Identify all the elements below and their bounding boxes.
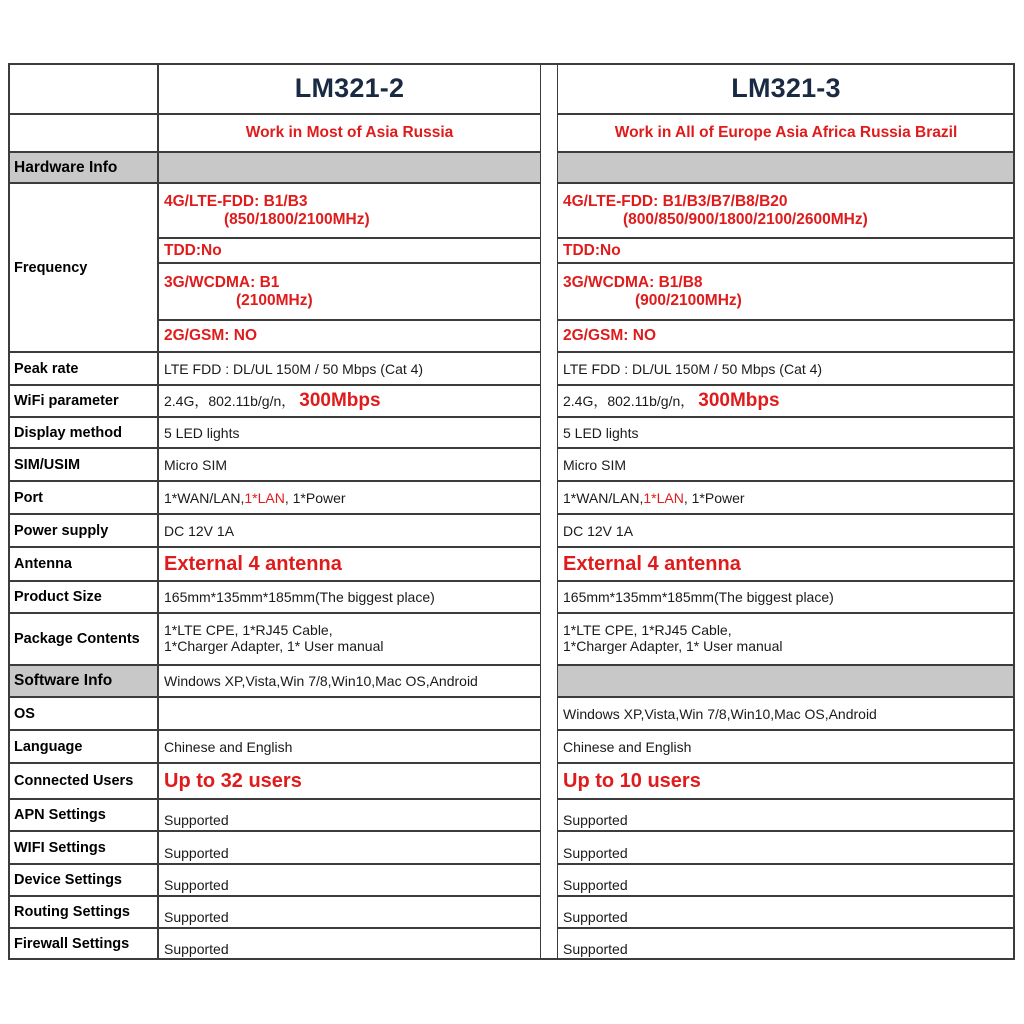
wifi-settings-value-lm321-3: Supported [563,845,628,861]
antenna-cell-lm321-2 [158,547,541,581]
frequency-wcdma-cell-lm321-2 [158,263,541,320]
package-contents-cell-lm321-2 [158,613,541,665]
label-text-language: Language [14,738,83,755]
wifi-parameter-cell-lm321-3 [557,385,1015,417]
label-text-package-contents: Package Contents [14,631,140,647]
row-label-product-size [8,581,158,613]
frequency-lte-fdd-lm321-3: 4G/LTE-FDD: B1/B3/B7/B8/B20 [563,193,788,211]
port-value-lan-lm321-2: 1*LAN [244,489,285,506]
product-size-value-lm321-2: 165mm*135mm*185mm(The biggest place) [164,589,435,605]
connected-users-cell-lm321-2 [158,763,541,799]
sim-usim-value-lm321-3: Micro SIM [563,456,626,473]
wifi-parameter-prefix-lm321-2: 2.4G，802.11b/g/n， [164,393,296,409]
antenna-value-lm321-3: External 4 antenna [563,552,741,575]
software-info-value-lm321-2: Windows XP,Vista,Win 7/8,Win10,Mac OS,Android [164,673,478,689]
subtitle-text-lm321-2: Work in Most of Asia Russia [245,124,454,141]
package-contents-cell-lm321-3 [557,613,1015,665]
wifi-parameter-speed-lm321-3: 300Mbps [698,390,780,411]
label-text-wifi-parameter: WiFi parameter [14,393,119,409]
label-text-sim-usim: SIM/USIM [14,456,81,473]
section-band-hardware-lm321-3 [557,152,1015,183]
apn-settings-cell-lm321-2 [158,799,541,831]
column-header-lm321-3 [557,63,1015,114]
package-contents-line2-lm321-3: 1*Charger Adapter, 1* User manual [563,638,783,654]
peak-rate-cell-lm321-2 [158,352,541,385]
port-cell-lm321-3 [557,481,1015,514]
frequency-tdd-cell-lm321-2 [158,238,541,263]
label-text-display-method: Display method [14,424,122,441]
connected-users-cell-lm321-3 [557,763,1015,799]
sim-usim-value-lm321-2: Micro SIM [164,456,227,473]
column-subtitle-lm321-3 [557,114,1015,152]
row-label-frequency [8,183,158,352]
row-label-wifi-parameter [8,385,158,417]
wifi-parameter-prefix-lm321-3: 2.4G，802.11b/g/n， [563,393,695,409]
power-supply-cell-lm321-2 [158,514,541,547]
frequency-lte-mhz-lm321-2: (850/1800/2100MHz) [224,210,370,228]
display-method-cell-lm321-3 [557,417,1015,448]
frequency-wcdma-mhz-lm321-2: (2100MHz) [236,291,313,309]
frequency-lte-cell-lm321-2 [158,183,541,238]
software-info-cell-lm321-3 [557,665,1015,697]
label-text-peak-rate: Peak rate [14,360,79,377]
row-label-device-settings [8,864,158,896]
frequency-tdd-lm321-3: TDD:No [563,241,621,259]
apn-settings-cell-lm321-3 [557,799,1015,831]
firewall-settings-cell-lm321-3 [557,928,1015,960]
software-info-cell-lm321-2 [158,665,541,697]
column-title-lm321-3: LM321-3 [731,73,841,103]
wifi-settings-value-lm321-2: Supported [164,845,229,861]
device-settings-cell-lm321-2 [158,864,541,896]
frequency-lte-mhz-lm321-3: (800/850/900/1800/2100/2600MHz) [623,210,868,228]
frequency-gsm-cell-lm321-2 [158,320,541,352]
row-label-power-supply [8,514,158,547]
frequency-wcdma-cell-lm321-3 [557,263,1015,320]
package-contents-line1-lm321-2: 1*LTE CPE, 1*RJ45 Cable, [164,622,333,639]
device-settings-value-lm321-3: Supported [563,877,628,893]
section-header-software-info [8,665,158,697]
label-text-power-supply: Power supply [14,522,109,539]
os-value-lm321-3: Windows XP,Vista,Win 7/8,Win10,Mac OS,Android [563,705,877,722]
column-header-lm321-2 [158,63,541,114]
column-title-lm321-2: LM321-2 [294,73,405,103]
label-text-routing-settings: Routing Settings [14,904,130,920]
label-text-connected-users: Connected Users [14,773,134,789]
apn-settings-value-lm321-2: Supported [164,812,229,828]
label-text-firewall-settings: Firewall Settings [14,936,130,952]
os-cell-lm321-2 [158,697,541,730]
row-label-firewall-settings [8,928,158,960]
label-text-device-settings: Device Settings [14,872,122,888]
port-cell-lm321-2 [158,481,541,514]
frequency-wcdma-mhz-lm321-3: (900/2100MHz) [635,291,742,309]
product-size-cell-lm321-3 [557,581,1015,613]
port-value-c-lm321-3: , 1*Power [683,489,745,506]
frequency-tdd-lm321-2: TDD:No [164,241,222,259]
port-value-c-lm321-2: , 1*Power [284,489,346,506]
section-label-hardware-info: Hardware Info [14,158,118,176]
row-label-language [8,730,158,763]
port-value-lan-lm321-3: 1*LAN [643,489,684,506]
firewall-settings-value-lm321-3: Supported [563,941,628,957]
apn-settings-value-lm321-3: Supported [563,812,628,828]
wifi-parameter-speed-lm321-2: 300Mbps [299,390,381,411]
firewall-settings-value-lm321-2: Supported [164,941,229,957]
label-text-wifi-settings: WIFI Settings [14,839,106,856]
column-subtitle-lm321-2 [158,114,541,152]
frequency-tdd-cell-lm321-3 [557,238,1015,263]
language-value-lm321-2: Chinese and English [164,738,293,755]
frequency-lte-fdd-lm321-2: 4G/LTE-FDD: B1/B3 [164,193,308,211]
product-size-cell-lm321-2 [158,581,541,613]
connected-users-value-lm321-3: Up to 10 users [563,769,701,792]
language-value-lm321-3: Chinese and English [563,738,692,755]
section-header-hardware-info [8,152,158,183]
frequency-wcdma-lm321-3: 3G/WCDMA: B1/B8 [563,274,703,292]
frequency-gsm-lm321-3: 2G/GSM: NO [563,327,657,344]
peak-rate-value-lm321-3: LTE FDD : DL/UL 150M / 50 Mbps (Cat 4) [563,360,823,377]
connected-users-value-lm321-2: Up to 32 users [164,769,302,792]
os-cell-lm321-3 [557,697,1015,730]
row-label-os [8,697,158,730]
row-label-sim-usim [8,448,158,481]
row-label-antenna [8,547,158,581]
frequency-gsm-cell-lm321-3 [557,320,1015,352]
row-label-peak-rate [8,352,158,385]
device-settings-value-lm321-2: Supported [164,877,229,893]
peak-rate-value-lm321-2: LTE FDD : DL/UL 150M / 50 Mbps (Cat 4) [164,360,424,377]
section-band-hardware-lm321-2 [158,152,541,183]
wifi-settings-cell-lm321-3 [557,831,1015,864]
label-text-antenna: Antenna [14,556,72,572]
frequency-gsm-lm321-2: 2G/GSM: NO [164,327,258,344]
sim-usim-cell-lm321-2 [158,448,541,481]
row-label-connected-users [8,763,158,799]
subtitle-blank-cell [8,114,158,152]
routing-settings-value-lm321-2: Supported [164,909,229,925]
row-label-package-contents [8,613,158,665]
routing-settings-cell-lm321-2 [158,896,541,928]
row-label-display-method [8,417,158,448]
package-contents-line2-lm321-2: 1*Charger Adapter, 1* User manual [164,638,384,654]
corner-blank-cell [8,63,158,114]
subtitle-text-lm321-3: Work in All of Europe Asia Africa Russia Brazil [614,124,958,141]
row-label-routing-settings [8,896,158,928]
antenna-value-lm321-2: External 4 antenna [164,552,342,575]
peak-rate-cell-lm321-3 [557,352,1015,385]
label-text-frequency: Frequency [14,259,88,276]
firewall-settings-cell-lm321-2 [158,928,541,960]
frequency-lte-cell-lm321-3 [557,183,1015,238]
port-value-a-lm321-3: 1*WAN/LAN, [563,489,644,506]
power-supply-value-lm321-2: DC 12V 1A [164,522,235,539]
label-text-port: Port [14,489,43,506]
language-cell-lm321-2 [158,730,541,763]
frequency-wcdma-lm321-2: 3G/WCDMA: B1 [164,274,280,292]
language-cell-lm321-3 [557,730,1015,763]
wifi-parameter-cell-lm321-2 [158,385,541,417]
port-value-a-lm321-2: 1*WAN/LAN, [164,489,245,506]
section-label-software-info: Software Info [14,672,113,689]
display-method-cell-lm321-2 [158,417,541,448]
routing-settings-value-lm321-3: Supported [563,909,628,925]
power-supply-cell-lm321-3 [557,514,1015,547]
display-method-value-lm321-2: 5 LED lights [164,424,240,441]
label-text-apn-settings: APN Settings [14,807,106,823]
label-text-product-size: Product Size [14,589,102,605]
antenna-cell-lm321-3 [557,547,1015,581]
product-size-value-lm321-3: 165mm*135mm*185mm(The biggest place) [563,589,834,605]
device-settings-cell-lm321-3 [557,864,1015,896]
row-label-wifi-settings [8,831,158,864]
sim-usim-cell-lm321-3 [557,448,1015,481]
routing-settings-cell-lm321-3 [557,896,1015,928]
row-label-apn-settings [8,799,158,831]
power-supply-value-lm321-3: DC 12V 1A [563,522,634,539]
label-text-os: OS [14,705,35,722]
wifi-settings-cell-lm321-2 [158,831,541,864]
package-contents-line1-lm321-3: 1*LTE CPE, 1*RJ45 Cable, [563,622,732,639]
display-method-value-lm321-3: 5 LED lights [563,424,639,441]
row-label-port [8,481,158,514]
